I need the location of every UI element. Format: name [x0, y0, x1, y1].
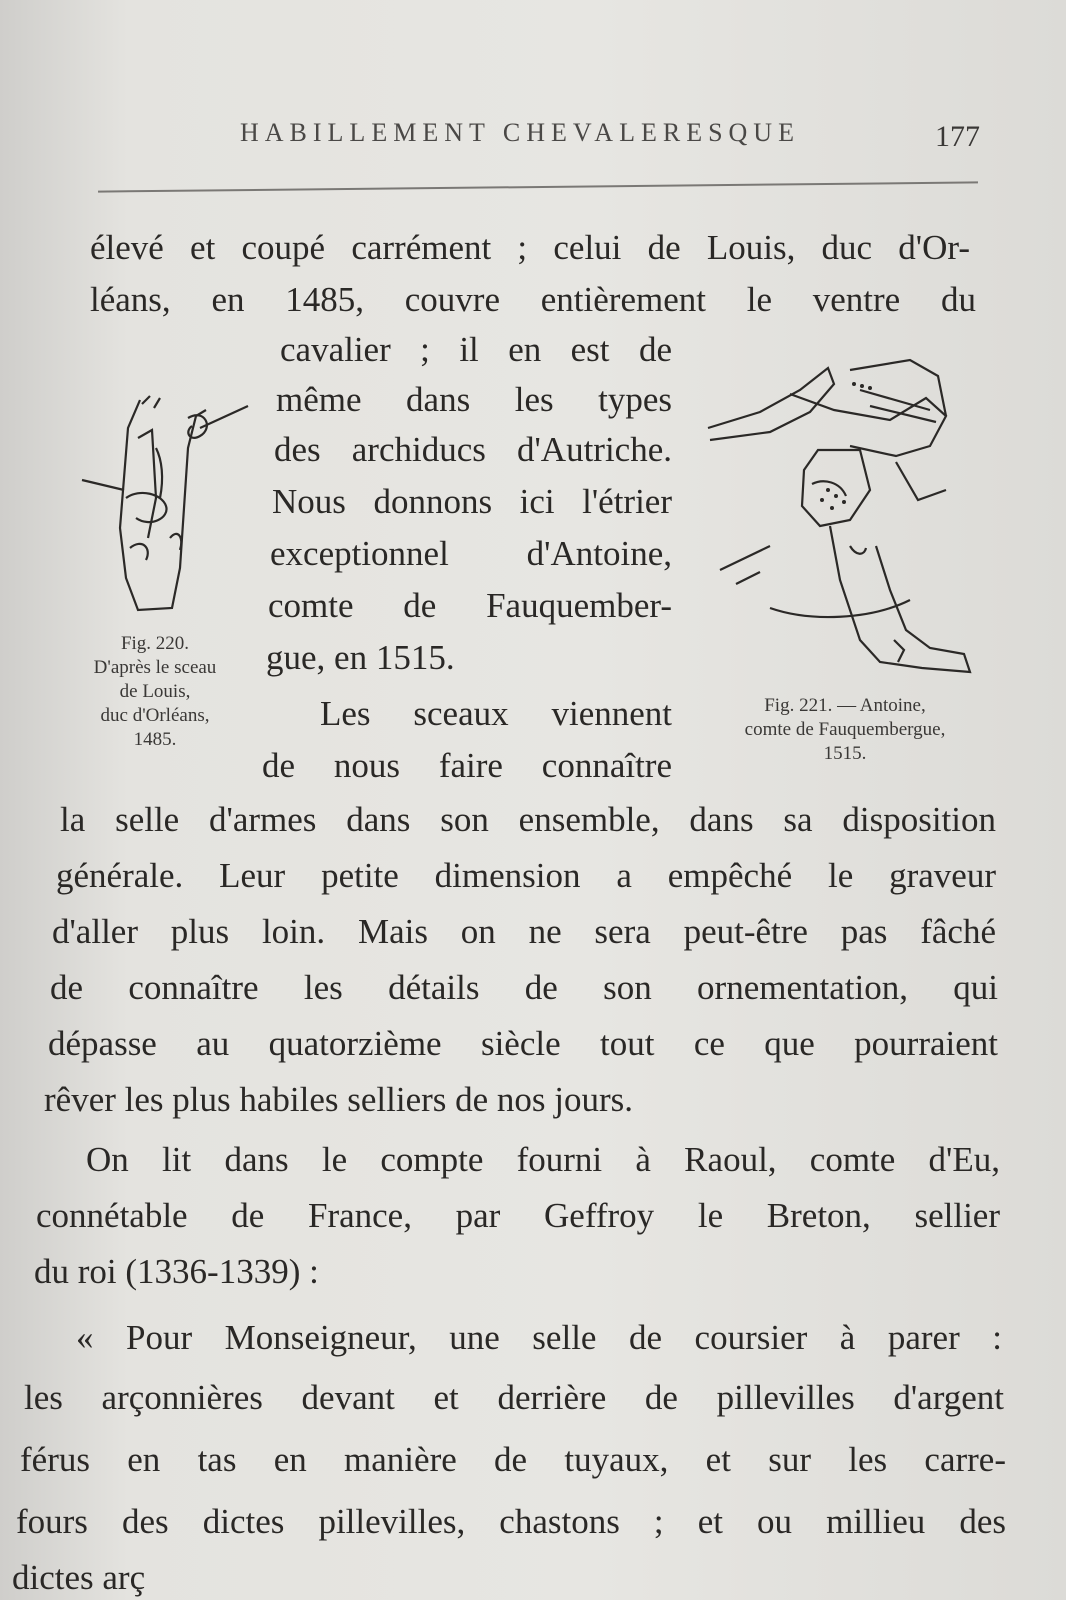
figure-220-caption	[60, 632, 250, 752]
figure-221-caption	[700, 694, 990, 766]
caption-line: Fig. 221. — Antoine,	[764, 695, 926, 716]
text-line: du roi (1336-1339) :	[34, 1252, 319, 1291]
text-line: gue, en 1515.	[266, 638, 455, 677]
text-line: élevé et coupé carrément ; celui de Louis, duc d'Or-	[90, 228, 970, 267]
caption-line: 1485.	[133, 729, 177, 750]
text-line: « Pour Monseigneur, une selle de coursier à parer :	[76, 1318, 1002, 1357]
text-line: même dans les types	[276, 380, 672, 419]
caption-line: de Louis,	[119, 681, 191, 702]
text-line: dépasse au quatorzième siècle tout ce que pourraient	[48, 1024, 998, 1063]
text-line: de nous faire connaître	[262, 746, 672, 785]
caption-line: comte de Fauquembergue,	[744, 719, 946, 740]
text-line: les arçonnières devant et derrière de pillevilles d'argent	[24, 1378, 1004, 1417]
text-line: On lit dans le compte fourni à Raoul, comte d'Eu,	[86, 1140, 1000, 1179]
text-line: cavalier ; il en est de	[280, 330, 672, 369]
caption-line: 1515.	[823, 743, 867, 764]
running-title: HABILLEMENT CHEVALERESQUE	[240, 118, 800, 147]
text-line: férus en tas en manière de tuyaux, et sur les carre-	[20, 1440, 1006, 1479]
caption-line: D'après le sceau	[93, 657, 217, 678]
header-rule	[98, 181, 978, 192]
caption-line: Fig. 220.	[120, 633, 190, 654]
knight-on-horse-drawing-icon	[700, 350, 980, 682]
text-line: des archiducs d'Autriche.	[274, 430, 672, 469]
text-line: fours des dictes pillevilles, chastons ; et ou millieu des	[16, 1502, 1006, 1541]
text-line: dictes arç	[12, 1558, 146, 1597]
text-line: générale. Leur petite dimension a empêché le graveur	[56, 856, 996, 895]
text-line: la selle d'armes dans son ensemble, dans sa disposition	[60, 800, 996, 839]
text-line: de connaître les détails de son ornementation, qui	[50, 968, 998, 1007]
text-line: léans, en 1485, couvre entièrement le ventre du	[90, 280, 976, 319]
text-line: Les sceaux viennent	[320, 694, 672, 733]
stirrup-drawing-icon	[80, 388, 255, 620]
text-line: d'aller plus loin. Mais on ne sera peut-être pas fâché	[52, 912, 996, 951]
text-line: exceptionnel d'Antoine,	[270, 534, 672, 573]
page-number: 177	[935, 120, 980, 153]
text-line: comte de Fauquember-	[268, 586, 672, 625]
text-line: Nous donnons ici l'étrier	[272, 482, 672, 521]
text-line: rêver les plus habiles selliers de nos jours.	[44, 1080, 634, 1119]
text-line: connétable de France, par Geffroy le Breton, sellier	[36, 1196, 1000, 1235]
caption-line: duc d'Orléans,	[100, 705, 210, 726]
